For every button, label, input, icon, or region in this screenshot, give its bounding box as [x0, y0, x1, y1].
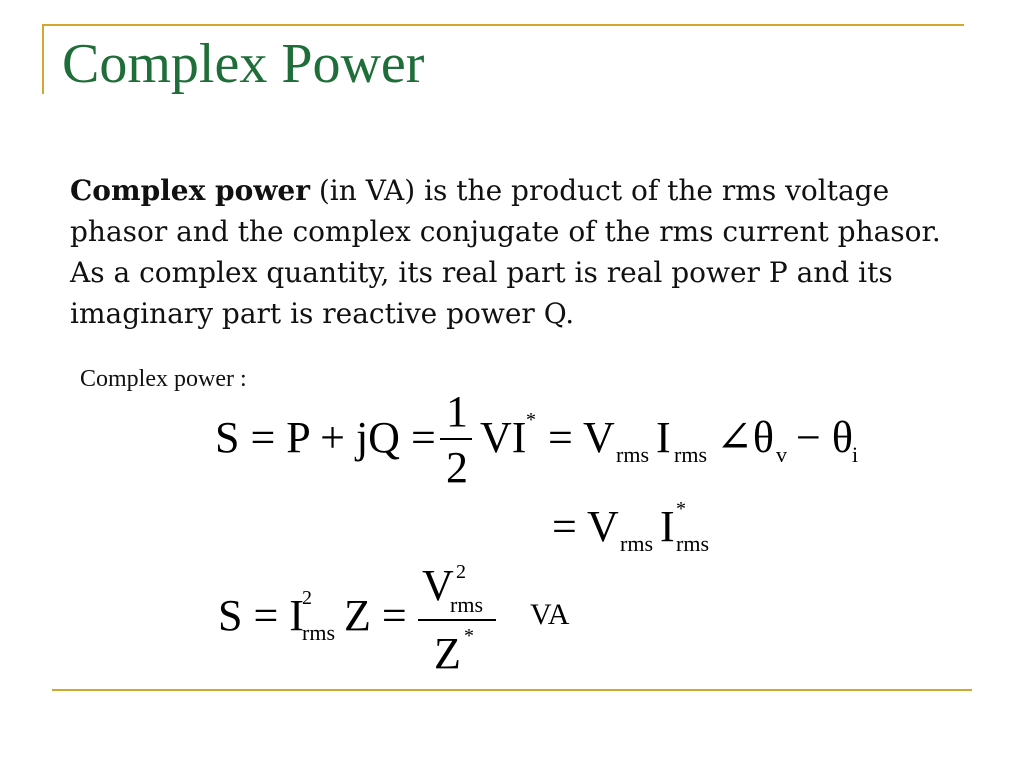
eq1-rms-1: rms [616, 442, 649, 467]
eq1-i: I [656, 413, 671, 462]
eq1-sub-v: v [776, 442, 787, 467]
top-rule [42, 24, 964, 26]
eq1-eq-v: = V [548, 413, 615, 462]
eq2-i: I [660, 502, 675, 551]
definition-term: Complex power [70, 174, 310, 207]
eq2-rms-2: rms [676, 531, 709, 556]
bottom-rule [52, 689, 972, 691]
eq3-num-v: V [422, 561, 454, 610]
eq1-minus-theta: − θ [796, 413, 853, 462]
eq3-frac-line [418, 619, 496, 621]
eq3-num-rms: rms [450, 592, 483, 617]
eq2-eq-v: = V [552, 502, 619, 551]
unit-label: VA [530, 598, 570, 631]
eq3-den-z: Z [434, 629, 461, 678]
slide-title: Complex Power [62, 33, 425, 95]
eq1-frac-num: 1 [446, 387, 468, 436]
eq1-sub-i: i [852, 442, 859, 467]
left-rule [42, 24, 44, 94]
eq3-rms: rms [302, 620, 335, 645]
math-label: Complex power : [80, 366, 247, 392]
eq1-vi: VI [480, 413, 527, 462]
definition-paragraph [70, 170, 970, 334]
eq1-frac-den: 2 [446, 443, 468, 492]
eq3-lhs: S = I [218, 591, 304, 640]
eq3-sq: 2 [302, 587, 312, 609]
eq1-vi-star: * [526, 409, 536, 431]
eq2-star: * [676, 498, 686, 520]
eq1-lhs: S = P + jQ = [215, 413, 436, 462]
eq1-frac-line [440, 438, 472, 440]
eq3-num-sq: 2 [456, 561, 466, 583]
eq2-rms-1: rms [620, 531, 653, 556]
definition-text: (in VA) is the product of the rms voltage phasor and the complex conjugate of the rms current phasor. As a complex quantity, its real part is real power P and its imaginary part is reactive power Q. [70, 174, 941, 330]
eq1-angle-theta: ∠θ [716, 413, 774, 462]
eq3-den-star: * [464, 625, 474, 647]
eq3-z-eq: Z = [344, 591, 407, 640]
eq1-rms-2: rms [674, 442, 707, 467]
